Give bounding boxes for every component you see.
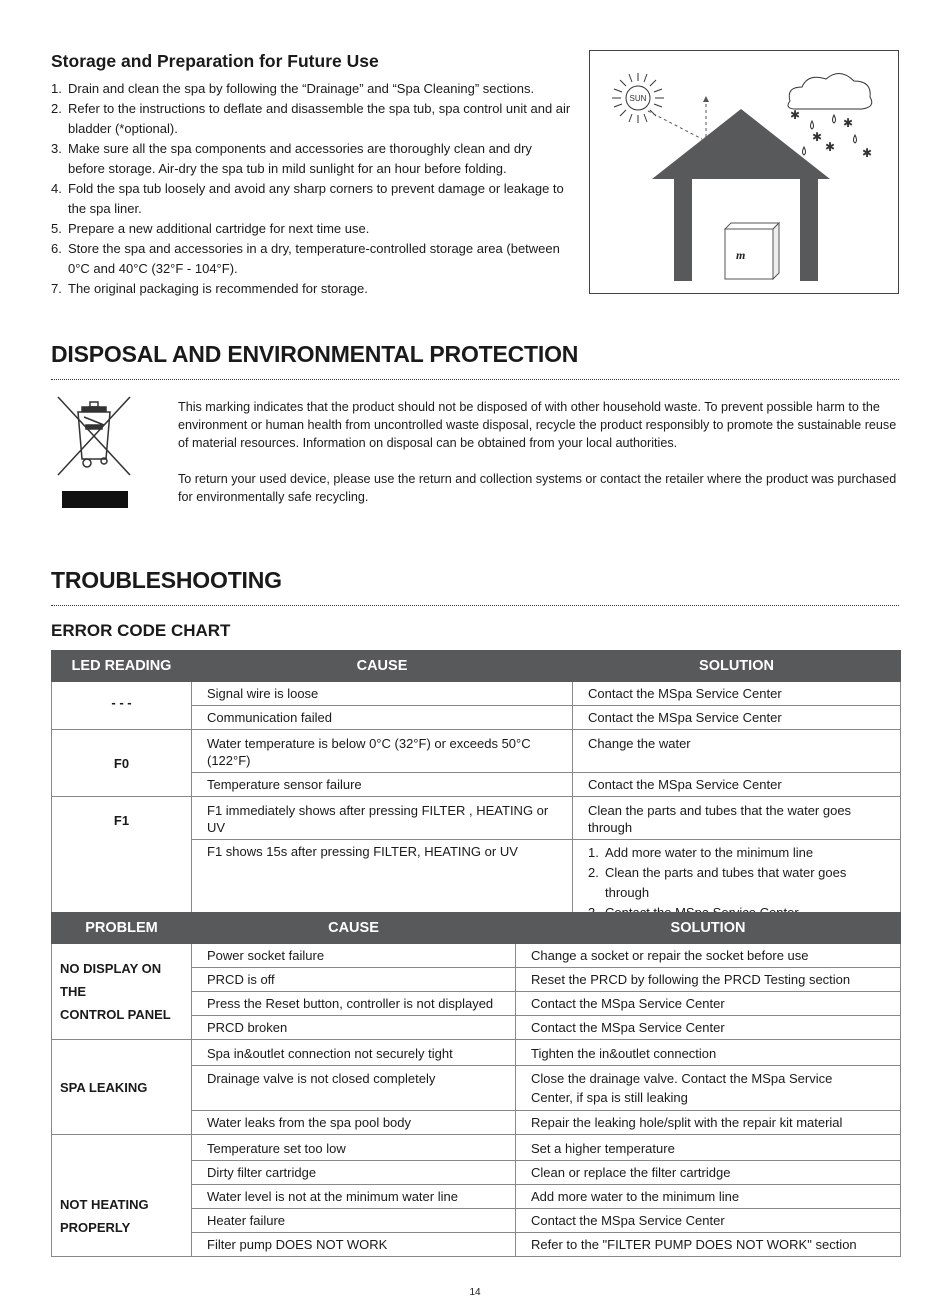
table-row bbox=[52, 1135, 901, 1161]
column-header: CAUSE bbox=[192, 651, 573, 682]
svg-text:✱: ✱ bbox=[825, 140, 836, 154]
problem-line: PROPERLY bbox=[60, 1219, 131, 1235]
solution-cell: Contact the MSpa Service Center bbox=[516, 1016, 901, 1040]
list-item bbox=[51, 79, 571, 99]
solution-cell: Contact the MSpa Service Center bbox=[573, 706, 901, 730]
cause-cell: Temperature sensor failure bbox=[192, 773, 573, 797]
list-number: 5. bbox=[51, 221, 62, 236]
problem-line: NO DISPLAY ON THE bbox=[60, 961, 162, 999]
solution-cell: Repair the leaking hole/split with the repair kit material bbox=[516, 1111, 901, 1135]
cause-cell: Drainage valve is not closed completely bbox=[192, 1066, 516, 1111]
table-row bbox=[52, 797, 901, 840]
sun-ray-line bbox=[648, 111, 702, 139]
table-row bbox=[52, 944, 901, 968]
troubleshooting-title: TROUBLESHOOTING bbox=[51, 567, 282, 593]
cause-cell: F1 shows 15s after pressing FILTER, HEATING or UV bbox=[192, 840, 573, 927]
table-row bbox=[52, 730, 901, 773]
table-header-row bbox=[52, 913, 901, 944]
disposal-text bbox=[178, 398, 903, 524]
cause-cell: Communication failed bbox=[192, 706, 573, 730]
cause-cell: Water leaks from the spa pool body bbox=[192, 1111, 516, 1135]
disposal-title: DISPOSAL AND ENVIRONMENTAL PROTECTION bbox=[51, 341, 579, 367]
step-number: 2. bbox=[588, 865, 599, 880]
cause-cell: Power socket failure bbox=[192, 944, 516, 968]
problem-line: NOT HEATING bbox=[60, 1196, 149, 1212]
led-code-cell: F0 bbox=[52, 730, 192, 797]
list-number: 2. bbox=[51, 101, 62, 116]
list-item bbox=[51, 179, 571, 219]
list-text: Drain and clean the spa by following the “Drainage” and “Spa Cleaning” sections. bbox=[68, 81, 535, 96]
cause-cell: PRCD broken bbox=[192, 1016, 516, 1040]
svg-text:✱: ✱ bbox=[843, 116, 854, 130]
page-number: 14 bbox=[469, 1287, 481, 1298]
solution-cell: Close the drainage valve. Contact the MSpa Service Center, if spa is still leaking bbox=[516, 1066, 901, 1111]
list-number: 3. bbox=[51, 141, 62, 156]
solution-cell: Contact the MSpa Service Center bbox=[516, 1209, 901, 1233]
table-header-row bbox=[52, 651, 901, 682]
cause-cell: Signal wire is loose bbox=[192, 682, 573, 706]
solution-cell: Reset the PRCD by following the PRCD Testing section bbox=[516, 968, 901, 992]
solution-cell: Clean the parts and tubes that the water goes through bbox=[573, 797, 901, 840]
problem-line: CONTROL PANEL bbox=[60, 1007, 171, 1022]
storage-list bbox=[51, 79, 571, 299]
cause-cell: PRCD is off bbox=[192, 968, 516, 992]
column-header: LED READING bbox=[52, 651, 192, 682]
list-text: Store the spa and accessories in a dry, temperature-controlled storage area (between 0°C and 40°C (32°F - 104°F). bbox=[68, 241, 560, 276]
cause-cell: Heater failure bbox=[192, 1209, 516, 1233]
solution-cell: Tighten the in&outlet connection bbox=[516, 1040, 901, 1066]
solution-cell: Change a socket or repair the socket before use bbox=[516, 944, 901, 968]
list-number: 6. bbox=[51, 241, 62, 256]
list-item bbox=[51, 99, 571, 139]
solution-cell: Set a higher temperature bbox=[516, 1135, 901, 1161]
list-number: 7. bbox=[51, 281, 62, 296]
table-row bbox=[52, 682, 901, 706]
solution-step bbox=[588, 843, 892, 863]
solution-cell: Contact the MSpa Service Center bbox=[516, 992, 901, 1016]
list-text: Make sure all the spa components and accessories are thoroughly clean and dry before storage. Air-dry the spa tub in mild sunlight for an hour before folding. bbox=[68, 141, 532, 176]
problem-table bbox=[51, 912, 901, 1257]
list-number: 1. bbox=[51, 81, 62, 96]
solution-cell: Add more water to the minimum line bbox=[516, 1185, 901, 1209]
error-code-table bbox=[51, 650, 901, 927]
arrow-up-icon bbox=[703, 96, 709, 102]
led-code-cell: F1 bbox=[52, 797, 192, 927]
list-text: Refer to the instructions to deflate and disassemble the spa tub, spa control unit and air bladder (*optional). bbox=[68, 101, 571, 136]
disposal-paragraph: To return your used device, please use the return and collection systems or contact the retailer where the product was purchased for environmentally safe recycling. bbox=[178, 472, 897, 504]
problem-line: SPA LEAKING bbox=[60, 1079, 148, 1095]
cause-cell: Dirty filter cartridge bbox=[192, 1161, 516, 1185]
crossed-bin-icon bbox=[56, 395, 132, 510]
column-header: CAUSE bbox=[192, 913, 516, 944]
led-code-cell: - - - bbox=[52, 682, 192, 730]
sun-label: SUN bbox=[629, 94, 647, 103]
error-code-chart-title: ERROR CODE CHART bbox=[51, 621, 231, 640]
problem-cell bbox=[52, 944, 192, 1040]
disposal-paragraph: This marking indicates that the product should not be disposed of with other household waste. To prevent possible harm to the environment or human health from uncontrolled waste disposal, recycle the product responsibly to promote the sustainable reuse of material resources. Information on disposal can be obtained from your local authorities. bbox=[178, 400, 897, 450]
solution-cell: Contact the MSpa Service Center bbox=[573, 682, 901, 706]
step-text: Add more water to the minimum line bbox=[605, 845, 814, 860]
divider bbox=[51, 605, 899, 606]
cause-cell: Filter pump DOES NOT WORK bbox=[192, 1233, 516, 1257]
solution-cell: Refer to the "FILTER PUMP DOES NOT WORK" section bbox=[516, 1233, 901, 1257]
table-row bbox=[52, 1040, 901, 1066]
divider bbox=[51, 379, 899, 380]
cause-cell: Water temperature is below 0°C (32°F) or exceeds 50°C (122°F) bbox=[192, 730, 573, 773]
solution-step bbox=[588, 863, 892, 903]
column-header: SOLUTION bbox=[573, 651, 901, 682]
solution-cell: Contact the MSpa Service Center bbox=[573, 773, 901, 797]
svg-text:✱: ✱ bbox=[790, 108, 801, 122]
cloud-icon bbox=[788, 73, 872, 109]
list-item bbox=[51, 239, 571, 279]
svg-text:✱: ✱ bbox=[862, 146, 873, 160]
step-number: 1. bbox=[588, 845, 599, 860]
storage-title: Storage and Preparation for Future Use bbox=[51, 51, 379, 71]
cause-cell: F1 immediately shows after pressing FILTER , HEATING or UV bbox=[192, 797, 573, 840]
svg-text:✱: ✱ bbox=[812, 130, 823, 144]
cause-cell: Water level is not at the minimum water line bbox=[192, 1185, 516, 1209]
storage-illustration bbox=[589, 50, 899, 294]
list-item bbox=[51, 219, 571, 239]
house-storage-illustration bbox=[590, 51, 898, 293]
list-text: Fold the spa tub loosely and avoid any sharp corners to prevent damage or leakage to the spa liner. bbox=[68, 181, 564, 216]
box-logo: m bbox=[736, 248, 746, 262]
column-header: PROBLEM bbox=[52, 913, 192, 944]
problem-cell bbox=[52, 1135, 192, 1257]
step-text: Clean the parts and tubes that water goes through bbox=[605, 865, 847, 900]
cause-cell: Temperature set too low bbox=[192, 1135, 516, 1161]
weee-symbol bbox=[56, 395, 132, 510]
problem-cell bbox=[52, 1040, 192, 1135]
solution-cell: Change the water bbox=[573, 730, 901, 773]
list-item bbox=[51, 139, 571, 179]
list-text: Prepare a new additional cartridge for next time use. bbox=[68, 221, 370, 236]
solution-cell: Clean or replace the filter cartridge bbox=[516, 1161, 901, 1185]
list-text: The original packaging is recommended for storage. bbox=[68, 281, 368, 296]
cause-cell: Press the Reset button, controller is not displayed bbox=[192, 992, 516, 1016]
column-header: SOLUTION bbox=[516, 913, 901, 944]
list-number: 4. bbox=[51, 181, 62, 196]
cause-cell: Spa in&outlet connection not securely tight bbox=[192, 1040, 516, 1066]
list-item bbox=[51, 279, 571, 299]
spa-box-icon bbox=[725, 223, 779, 279]
